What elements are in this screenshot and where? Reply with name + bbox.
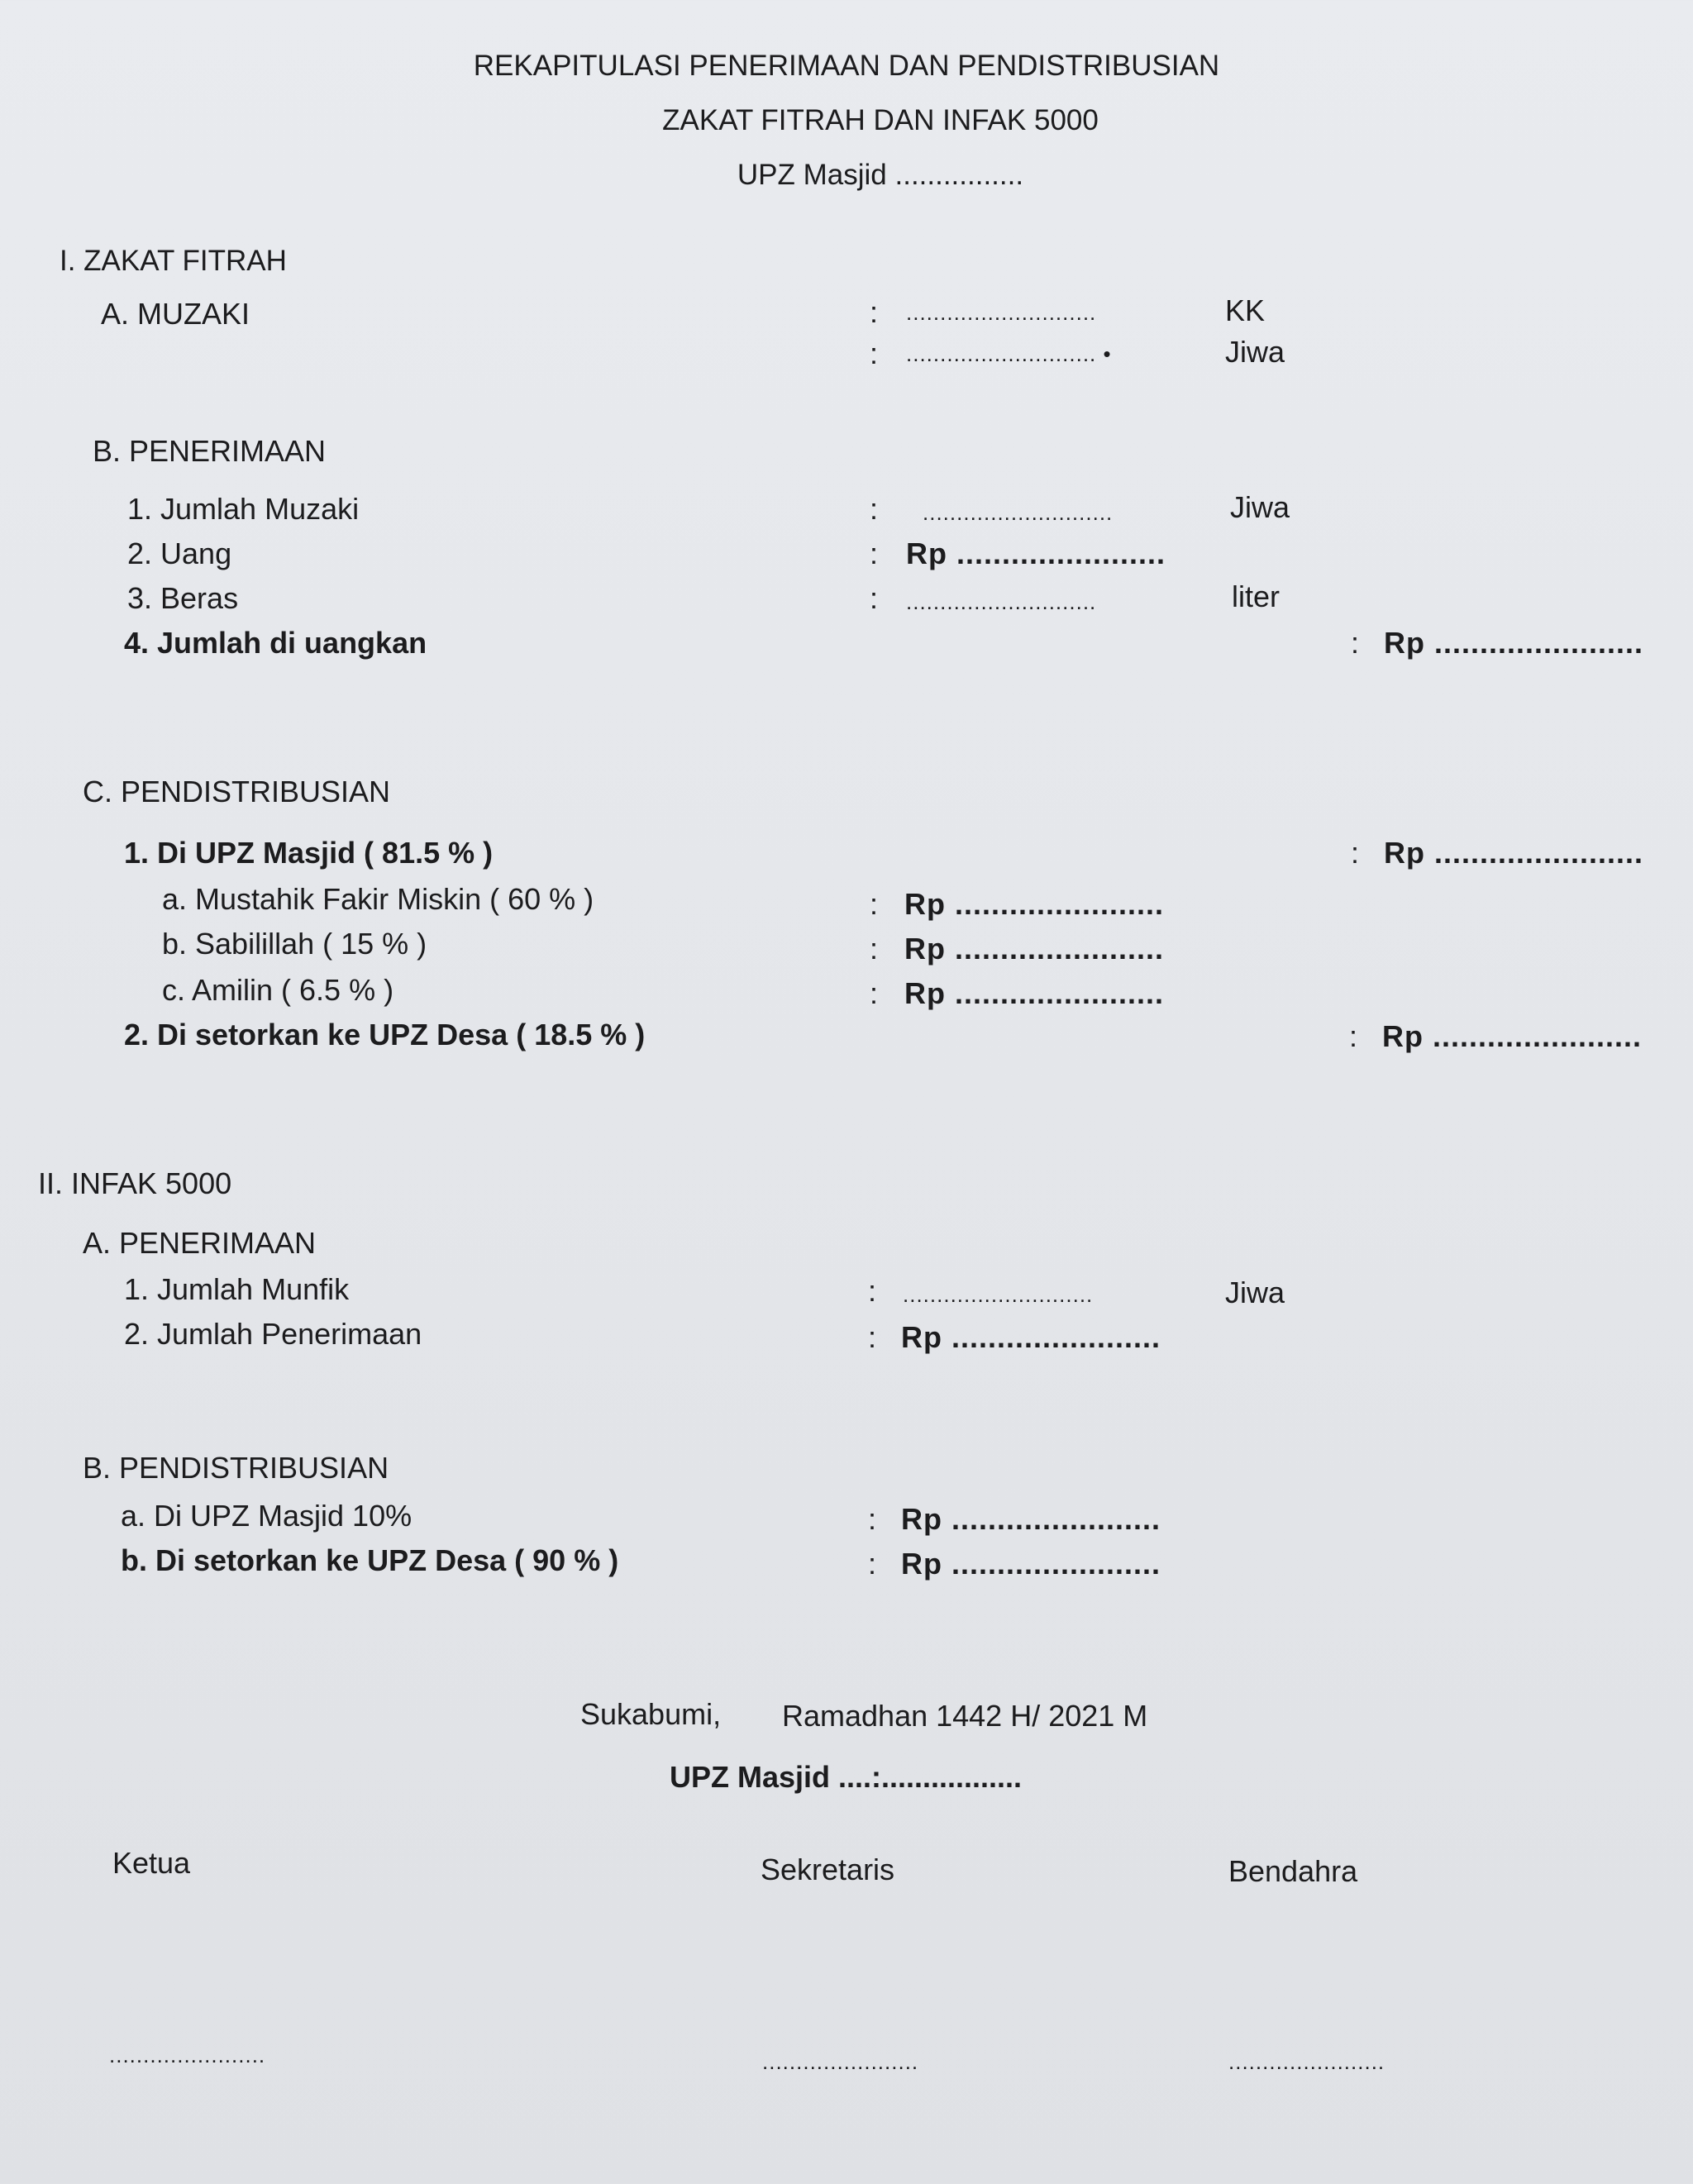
signer-role-ketua: Ketua [112, 1846, 191, 1880]
muzaki-heading: A. MUZAKI [101, 297, 250, 331]
infak-penerimaan-item-sep: : [868, 1274, 877, 1308]
penerimaan-item-blank: ............................ [923, 500, 1114, 525]
distribusi-subitem-label: a. Mustahik Fakir Miskin ( 60 % ) [162, 882, 594, 916]
distribusi-subitem-label: b. Sabilillah ( 15 % ) [162, 927, 427, 961]
distribusi-subitem-blank: Rp ....................... [904, 932, 1165, 966]
footer-place: Sukabumi, [580, 1697, 722, 1731]
penerimaan-total-label: 4. Jumlah di uangkan [124, 626, 427, 660]
penerimaan-item-label: 1. Jumlah Muzaki [127, 492, 360, 526]
penerimaan-total-blank: Rp ....................... [1384, 626, 1644, 660]
distribusi-subitem-sep: : [870, 887, 879, 921]
section-zakat-heading: I. ZAKAT FITRAH [60, 245, 287, 277]
distribusi-desa-label: 2. Di setorkan ke UPZ Desa ( 18.5 % ) [124, 1018, 646, 1051]
signature-line-sekretaris: ....................... [762, 2049, 919, 2074]
distribusi-desa-sep: : [1349, 1019, 1358, 1053]
muzaki-jiwa-sep: : [870, 336, 879, 370]
distribusi-subitem-label: c. Amilin ( 6.5 % ) [162, 973, 394, 1007]
muzaki-jiwa-blank: ............................ • [906, 341, 1112, 366]
infak-penerimaan-item-sep: : [868, 1320, 877, 1354]
penerimaan-item-blank: ............................ [906, 589, 1097, 614]
infak-distribusi-item-sep: : [868, 1502, 877, 1536]
signature-line-bendahara: ....................... [1228, 2049, 1385, 2074]
penerimaan-total-sep: : [1351, 626, 1360, 660]
penerimaan-item-label: 3. Beras [127, 581, 239, 615]
infak-distribusi-item-label: b. Di setorkan ke UPZ Desa ( 90 % ) [121, 1543, 619, 1577]
infak-distribusi-heading: B. PENDISTRIBUSIAN [83, 1451, 389, 1485]
infak-distribusi-item-label: a. Di UPZ Masjid 10% [121, 1499, 413, 1533]
section-infak-heading: II. INFAK 5000 [38, 1166, 232, 1200]
infak-penerimaan-heading: A. PENERIMAAN [83, 1226, 317, 1260]
penerimaan-item-sep: : [870, 536, 879, 570]
distribusi-subitem-blank: Rp ....................... [904, 887, 1165, 921]
distribusi-heading: C. PENDISTRIBUSIAN [83, 775, 391, 808]
muzaki-kk-blank: ............................ [906, 300, 1097, 325]
footer-date: Ramadhan 1442 H/ 2021 M [782, 1699, 1148, 1733]
infak-penerimaan-item-blank: ............................ [903, 1282, 1094, 1307]
muzaki-kk-sep: : [870, 295, 879, 329]
signer-role-bendahara: Bendahra [1228, 1854, 1358, 1888]
penerimaan-item-label: 2. Uang [127, 536, 232, 570]
header-upz: UPZ Masjid ................ [737, 159, 1024, 191]
muzaki-kk-unit: KK [1225, 293, 1266, 327]
signer-role-sekretaris: Sekretaris [761, 1853, 895, 1886]
infak-penerimaan-item-blank: Rp ....................... [901, 1320, 1161, 1354]
infak-distribusi-item-sep: : [868, 1547, 877, 1581]
penerimaan-item-unit: liter [1232, 579, 1280, 613]
penerimaan-heading: B. PENERIMAAN [93, 434, 327, 468]
infak-penerimaan-item-label: 2. Jumlah Penerimaan [124, 1317, 422, 1351]
infak-penerimaan-item-unit: Jiwa [1225, 1276, 1285, 1309]
infak-penerimaan-item-label: 1. Jumlah Munfik [124, 1272, 350, 1306]
distribusi-subitem-blank: Rp ....................... [904, 976, 1165, 1010]
penerimaan-item-sep: : [870, 581, 879, 615]
penerimaan-item-blank: Rp ....................... [906, 536, 1166, 570]
distribusi-subitem-sep: : [870, 932, 879, 966]
distribusi-masjid-label: 1. Di UPZ Masjid ( 81.5 % ) [124, 836, 494, 870]
muzaki-jiwa-unit: Jiwa [1225, 335, 1285, 369]
distribusi-masjid-sep: : [1351, 836, 1360, 870]
footer-org: UPZ Masjid ....:................. [670, 1760, 1023, 1794]
header-title: REKAPITULASI PENERIMAAN DAN PENDISTRIBUSIAN [473, 50, 1220, 82]
distribusi-desa-blank: Rp ....................... [1382, 1019, 1643, 1053]
distribusi-masjid-blank: Rp ....................... [1384, 836, 1644, 870]
infak-distribusi-item-blank: Rp ....................... [901, 1502, 1161, 1536]
penerimaan-item-unit: Jiwa [1230, 490, 1290, 524]
signature-line-ketua: ....................... [109, 2043, 266, 2067]
header-subtitle: ZAKAT FITRAH DAN INFAK 5000 [662, 104, 1099, 136]
infak-distribusi-item-blank: Rp ....................... [901, 1547, 1161, 1581]
penerimaan-item-sep: : [870, 492, 879, 526]
distribusi-subitem-sep: : [870, 976, 879, 1010]
